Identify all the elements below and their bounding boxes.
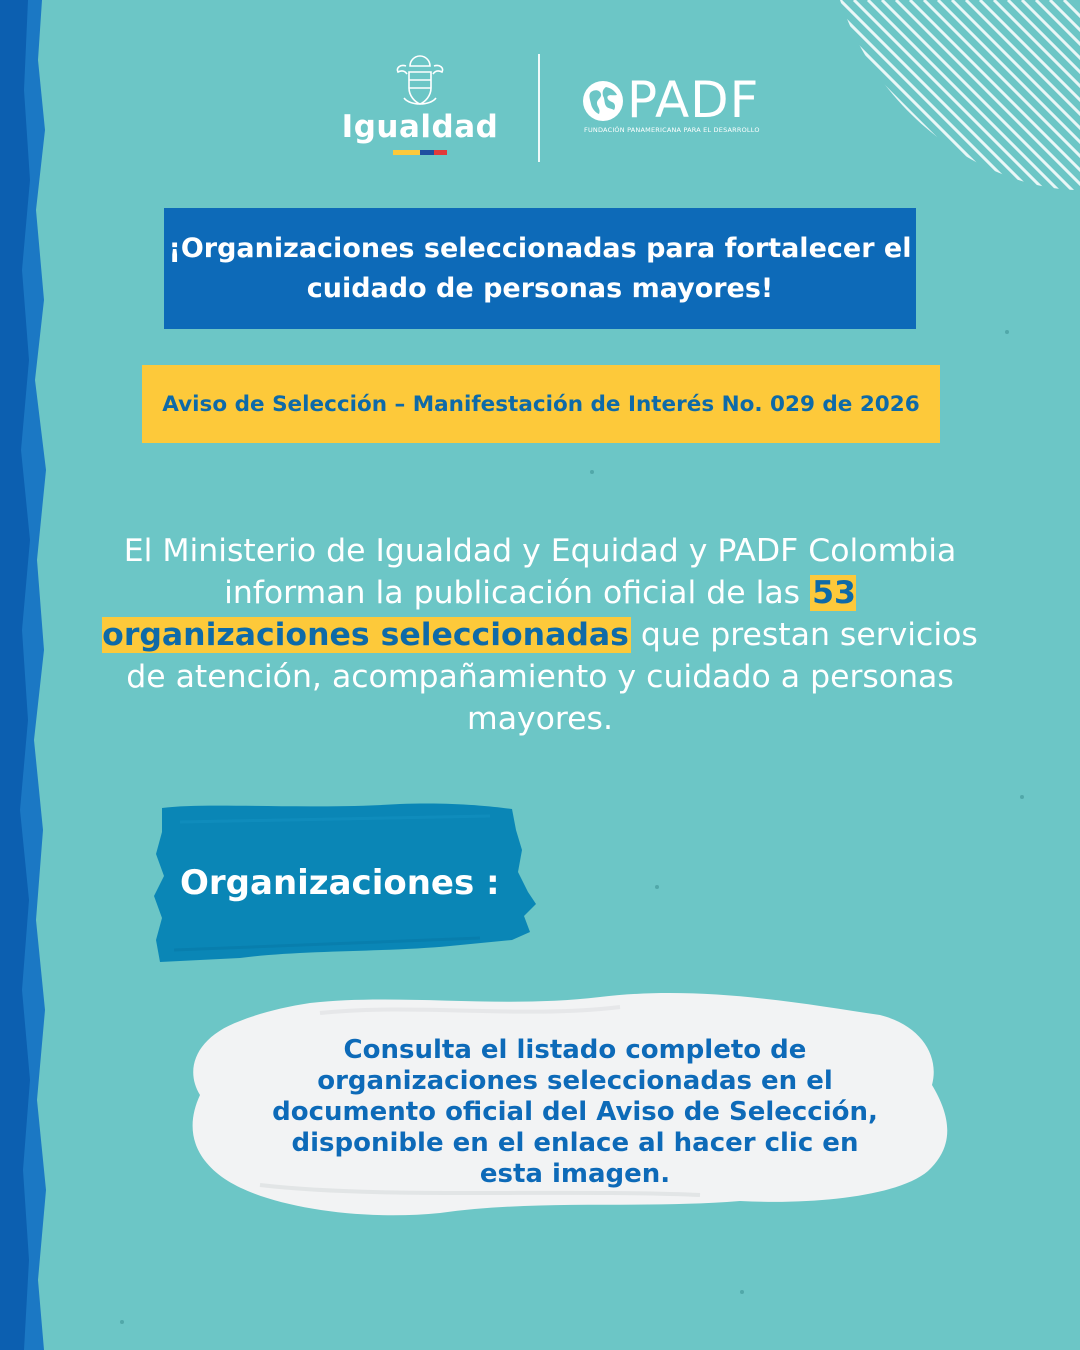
texture-speck	[120, 1320, 124, 1324]
diagonal-stripes-decoration	[840, 0, 1080, 190]
igualdad-logo-text: Igualdad	[341, 109, 499, 145]
padf-logo	[580, 71, 780, 138]
announcement-text-end: que prestan servicios de atención, acompañamiento y cuidado a personas mayores.	[126, 617, 978, 737]
texture-speck	[1020, 795, 1024, 799]
page-title: ¡Organizaciones seleccionadas para fortalecer el cuidado de personas mayores!	[168, 232, 912, 304]
texture-speck	[740, 1290, 744, 1294]
notice-text: Aviso de Selección – Manifestación de Interés No. 029 de 2026	[162, 391, 920, 417]
notice-banner	[142, 365, 940, 443]
texture-speck	[590, 470, 594, 474]
padf-logo-subtitle: FUNDACIÓN PANAMERICANA PARA EL DESARROLLO	[584, 126, 760, 134]
section-label: Organizaciones :	[180, 863, 500, 903]
cta-text[interactable]: Consulta el listado completo de organizaciones seleccionadas en el documento oficial del Aviso de Selección, disponible en el enlace al hacer clic en esta imagen.	[272, 1035, 878, 1189]
coat-of-arms-icon	[394, 52, 446, 110]
torn-edge-decoration	[0, 0, 70, 1350]
colombia-flag-bar	[393, 150, 447, 155]
highlighted-count: 53 organizaciones seleccionadas	[102, 575, 856, 653]
igualdad-logo	[340, 52, 500, 167]
texture-speck	[1005, 330, 1009, 334]
padf-logo-text: PADF	[627, 71, 760, 129]
announcement-text	[100, 530, 980, 740]
logo-divider	[538, 54, 540, 162]
texture-speck	[655, 885, 659, 889]
title-banner	[164, 208, 916, 329]
globe-icon	[582, 80, 624, 122]
announcement-text-start: El Ministerio de Igualdad y Equidad y PADF Colombia informan la publicación oficial de las	[123, 533, 957, 611]
